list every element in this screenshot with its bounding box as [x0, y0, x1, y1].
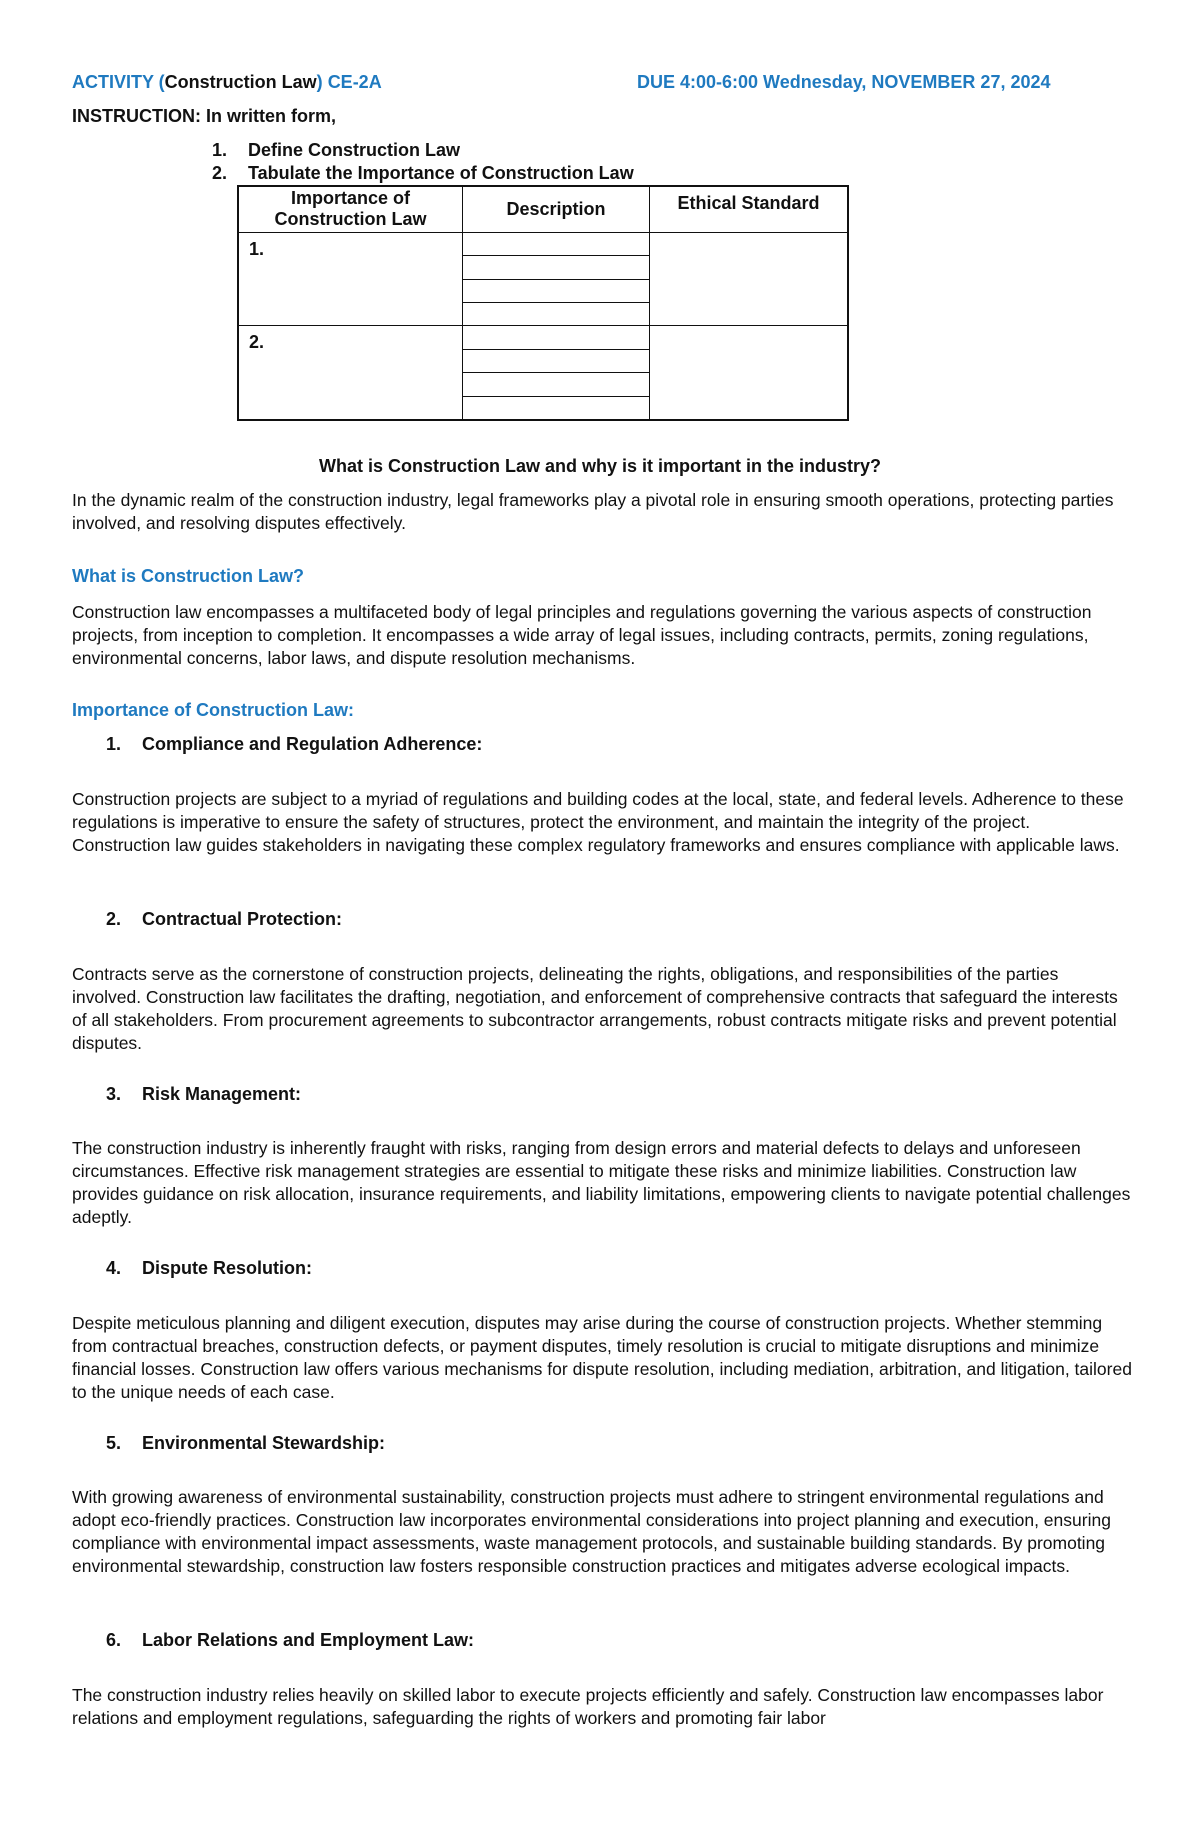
- intro-question: What is Construction Law and why is it important in the industry?: [318, 456, 882, 476]
- due-date: DUE 4:00-6:00 Wednesday, NOVEMBER 27, 2024: [637, 72, 1051, 92]
- table-row-number: 2.: [238, 326, 463, 420]
- importance-item-paragraph: With growing awareness of environmental sustainability, construction projects must adhere to stringent environmental regulations and adopt eco-friendly practices. Construction law incorporates environmental considerations into project planning and execution, ensuring compliance with environmental impact assessments, waste management protocols, and sustainable building standards. By promoting environmental stewardship, construction law fosters responsible construction practices and mitigates adverse ecological impacts.: [72, 1487, 1111, 1576]
- activity-title: [72, 72, 382, 93]
- table-cell-description[interactable]: [463, 302, 650, 325]
- importance-item-paragraph: Despite meticulous planning and diligent execution, disputes may arise during the course of construction projects. Whether stemming from contractual breaches, construction defects, or payment disputes, timely resolution is crucial to mitigate disruptions and minimize financial losses. Construction law offers various mechanisms for dispute resolution, including mediation, arbitration, and litigation, tailored to the unique needs of each case.: [72, 1313, 1132, 1402]
- importance-heading: Importance of Construction Law:: [72, 700, 355, 720]
- importance-item-paragraph: Construction projects are subject to a myriad of regulations and building codes at the local, state, and federal levels. Adherence to these regulations is imperative to ensure the safety of structures, protect the environment, and maintain the integrity of the project. Construction law guides stakeholders in navigating these complex regulatory frameworks and ensures compliance with applicable laws.: [72, 789, 1124, 855]
- activity-suffix: ): [316, 72, 323, 92]
- definition-heading: What is Construction Law?: [72, 566, 304, 586]
- instruction-line: INSTRUCTION: In written form,: [72, 106, 336, 126]
- table-cell-description[interactable]: [463, 373, 650, 396]
- table-cell-description[interactable]: [463, 396, 650, 420]
- table-cell-description[interactable]: [463, 232, 650, 255]
- definition-paragraph: Construction law encompasses a multifaceted body of legal principles and regulations governing the various aspects of construction projects, from inception to completion. It encompasses a wide array of legal issues, including contracts, permits, zoning regulations, environmental concerns, labor laws, and dispute resolution mechanisms.: [72, 602, 1092, 668]
- step-item: 1. Define Construction Law: [212, 140, 461, 160]
- importance-item-paragraph: The construction industry is inherently fraught with risks, ranging from design errors and material defects to delays and unforeseen circumstances. Effective risk management strategies are essential to mitigate these risks and minimize liabilities. Construction law provides guidance on risk allocation, insurance requirements, and liability limitations, empowering clients to navigate potential challenges adeptly.: [72, 1138, 1131, 1227]
- table-header-row: [238, 186, 848, 232]
- intro-paragraph: In the dynamic realm of the construction industry, legal frameworks play a pivotal role in ensuring smooth operations, protecting parties involved, and resolving disputes effectively.: [72, 490, 1114, 533]
- table-cell-ethical[interactable]: [650, 232, 849, 326]
- table-header-importance: Importance of Construction Law: [238, 186, 463, 232]
- table-row-number: 1.: [238, 232, 463, 326]
- table-cell-description[interactable]: [463, 326, 650, 349]
- importance-item-paragraph: Contracts serve as the cornerstone of construction projects, delineating the rights, obligations, and responsibilities of the parties involved. Construction law facilitates the drafting, negotiation, and enforcement of comprehensive contracts that safeguard the interests of all stakeholders. From procurement agreements to subcontractor arrangements, robust contracts mitigate risks and prevent potential disputes.: [72, 964, 1118, 1053]
- activity-prefix: ACTIVITY (: [72, 72, 165, 92]
- importance-item-title: 1. Compliance and Regulation Adherence:: [106, 734, 483, 754]
- importance-item-title: 6. Labor Relations and Employment Law:: [106, 1630, 475, 1650]
- table-cell-ethical[interactable]: [650, 326, 849, 420]
- table-header-ethical-standard: Ethical Standard: [650, 186, 849, 232]
- importance-table: [237, 185, 849, 421]
- importance-item-paragraph: The construction industry relies heavily on skilled labor to execute projects efficiently and safely. Construction law encompasses labor relations and employment regulations, safeguarding the rights of workers and promoting fair labor: [72, 1685, 1104, 1728]
- step-item: 2. Tabulate the Importance of Construction Law: [212, 163, 634, 183]
- table-row: [238, 326, 848, 349]
- activity-code: CE-2A: [327, 72, 382, 92]
- table-cell-description[interactable]: [463, 349, 650, 372]
- importance-item-title: 3. Risk Management:: [106, 1084, 302, 1104]
- importance-item-title: 4. Dispute Resolution:: [106, 1258, 312, 1278]
- instruction-steps: [212, 139, 634, 185]
- table-header-description: Description: [463, 186, 650, 232]
- table-cell-description[interactable]: [463, 256, 650, 279]
- table-cell-description[interactable]: [463, 279, 650, 302]
- importance-item-title: 2. Contractual Protection:: [106, 909, 343, 929]
- importance-item-title: 5. Environmental Stewardship:: [106, 1433, 386, 1453]
- activity-course: Construction Law: [164, 72, 317, 92]
- table-row: [238, 232, 848, 255]
